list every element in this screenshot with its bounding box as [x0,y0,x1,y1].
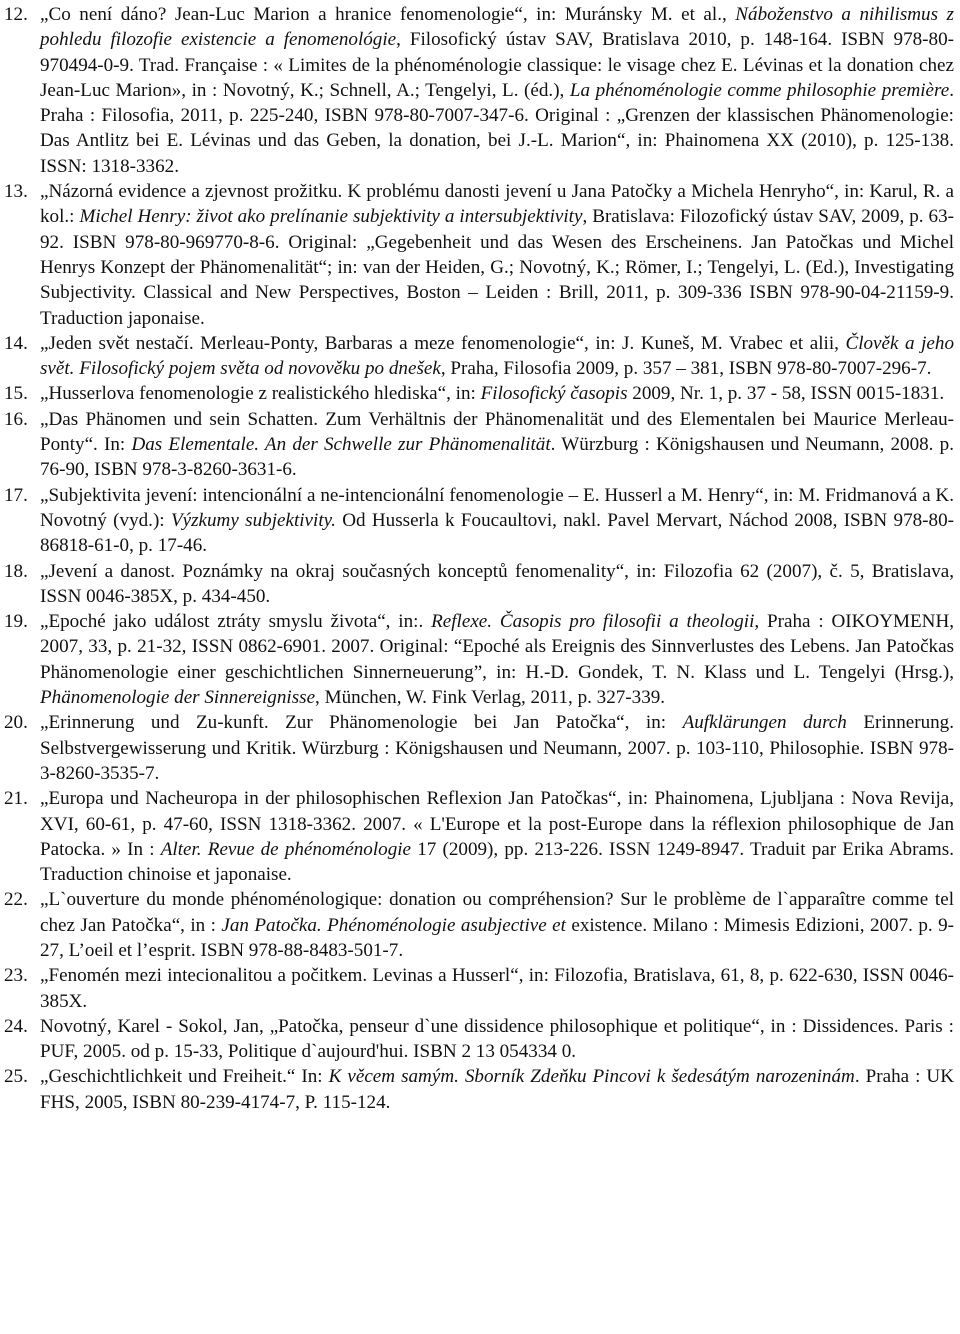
entry-text-segment: Novotný, Karel - Sokol, Jan, „Patočka, penseur d`une dissidence philosophique et politique“, in : Dissidences. Paris : PUF, 2005. od p. 15-33, Politique d`aujourd'hui. ISBN 2 13 054334 0. [40,1015,954,1063]
bibliography-entry [4,1064,954,1115]
entry-number: 25. [4,1066,28,1088]
entry-title-italic: Phänomenologie der Sinnereignisse [40,687,316,709]
bibliography-entry [4,179,954,331]
bibliography-entry [4,609,954,710]
bibliography-entry [4,381,954,406]
entry-text-segment: „Názorná evidence a zjevnost prožitku. K problému danosti jevení u Jana Patočky a Michela Henryho“, in: Karul, R. a kol.: [40,181,954,228]
entry-title-italic: Reflexe. Časopis pro filosofii a theologii [431,611,755,633]
entry-text-segment: „Co není dáno? Jean-Luc Marion a hranice fenomenologie“, in: Muránsky M. et al., [40,4,736,25]
entry-text [40,1014,954,1065]
entry-number: 17. [4,484,28,506]
entry-text-segment: „L`ouverture du monde phénoménologique: donation ou compréhension? Sur le problème de l`apparaître comme tel chez Jan Patočka“, in : [40,889,954,936]
entry-text [40,710,954,786]
entry-text [40,179,954,331]
bibliography-entry [4,483,954,559]
entry-text-segment: „Erinnerung und Zu-kunft. Zur Phänomenologie bei Jan Patočka“, in: [40,712,683,734]
entry-text-segment: 2009, Nr. 1, p. 37 - 58, ISSN 0015-1831. [627,383,945,405]
bibliography-list [4,2,954,1115]
entry-number: 23. [4,965,28,987]
entry-title-italic: Náboženstvo a nihilismus z pohledu filozofie existencie a fenomenológie [40,4,954,51]
entry-text-segment: Erinnerung. Selbstvergewisserung und Kritik. Würzburg : Königshausen und Neumann, 2007. p. 103-110, Philosophie. ISBN 978-3-8260-3535-7. [40,712,954,784]
entry-text [40,407,954,483]
bibliography-entry [4,331,954,382]
entry-number: 16. [4,408,28,430]
entry-number: 12. [4,4,28,25]
entry-text-segment: Od Husserla k Foucaultovi, nakl. Pavel Mervart, Náchod 2008, ISBN 978-80-86818-61-0, p. 17-46. [40,509,954,557]
entry-text-segment: , München, W. Fink Verlag, 2011, p. 327-339. [315,687,666,709]
entry-text-segment: „Das Phänomen und sein Schatten. Zum Verhältnis der Phänomenalität und des Elementalen bei Maurice Merleau-Ponty“. In: [40,408,954,456]
entry-title-italic: Das Elementale. An der Schwelle zur Phänomenalität [131,434,551,456]
entry-number: 14. [4,332,28,354]
entry-text-segment: 17 (2009), pp. 213-226. ISSN 1249-8947. Traduit par Erika Abrams. Traduction chinoise et japonaise. [40,838,954,886]
bibliography-entry [4,963,954,1014]
bibliography-entry [4,786,954,887]
entry-text [40,483,954,559]
entry-number: 13. [4,181,28,203]
entry-text-segment: „Jeden svět nestačí. Merleau-Ponty, Barbaras a meze fenomenologie“, in: J. Kuneš, M. Vrabec et alii, [40,332,846,354]
entry-title-italic: Alter. Revue de phénoménologie [160,838,412,860]
bibliography-entry [4,407,954,483]
bibliography-entry [4,710,954,786]
entry-text-segment: „Geschichtlichkeit und Freiheit.“ In: [40,1066,329,1088]
entry-number: 15. [4,383,28,405]
entry-text [40,963,954,1014]
entry-title-italic: K věcem samým. Sborník Zdeňku Pincovi k šedesátým narozeninám [328,1066,855,1088]
entry-text-segment: , Filosofický ústav SAV, Bratislava 2010, p. 148-164. ISBN 978-80-970494-0-9. Trad. Française : « Limites de la phénoménologie classique: le visage chez E. Lévinas et la donation chez Jean-Luc Marion», in : Novotný, K.; Schnell, A.; Tengelyi, L. (éd.), [40,29,954,101]
entry-number: 19. [4,611,28,633]
entry-text [40,887,954,963]
entry-number: 18. [4,560,28,582]
entry-text-segment: , Bratislava: Filozofický ústav SAV, 2009, p. 63-92. ISBN 978-80-969770-8-6. Original: „Gegebenheit und das Wesen des Erscheinens. Jan Patočkas und Michel Henrys Konzept der Phänomenalität“; in: van der Heiden, G.; Novotný, K.; Römer, I.; Tengelyi, L. (Ed.), Investigating Subjectivity. Classical and New Perspectives, Boston – Leiden : Brill, 2011, p. 309-336 ISBN 978-90-04-21159-9. Traduction japonaise. [40,206,954,329]
entry-text-segment: . Würzburg : Königshausen und Neumann, 2008. p. 76-90, ISBN 978-3-8260-3631-6. [40,434,954,481]
entry-text [40,609,954,710]
bibliography-entry [4,1014,954,1065]
entry-title-italic: Aufklärungen durch [682,712,847,734]
bibliography-entry [4,559,954,610]
entry-text [40,2,954,179]
entry-text-segment: existence. Milano : Mimesis Edizioni, 2007. p. 9-27, L’oeil et l’esprit. ISBN 978-88-8483-501-7. [40,914,954,961]
entry-text-segment: „Fenomén mezi intecionalitou a počitkem. Levinas a Husserl“, in: Filozofia, Bratislava, 61, 8, p. 622-630, ISSN 0046-385X. [40,965,954,1012]
entry-title-italic: Výzkumy subjektivity. [170,509,336,531]
entry-text-segment: . Praha : UK FHS, 2005, ISBN 80-239-4174-7, P. 115-124. [40,1066,954,1113]
entry-title-italic: Jan Patočka. Phénoménologie asubjective et [221,914,566,936]
entry-number: 22. [4,889,28,911]
entry-number: 21. [4,788,28,810]
entry-text-segment: „Epoché jako událost ztráty smyslu života“, in:. [40,611,432,633]
entry-text-segment: , Praha : OIKOYMENH, 2007, 33, p. 21-32, ISSN 0862-6901. 2007. Original: “Epoché als Ereignis des Sinnverlustes des Lebens. Jan Patočkas Phänomenologie einer geschichtlichen Sinnerneuerung”, in: H.-D. Gondek, T. N. Klass und L. Tengelyi (Hrsg.), [40,611,955,683]
bibliography-entry [4,887,954,963]
entry-title-italic: Filosofický časopis [480,383,628,405]
entry-title-italic: Člověk a jeho svět. Filosofický pojem světa od novověku po dnešek [40,332,955,380]
entry-title-italic: Michel Henry: život ako prelínanie subjektivity a intersubjektivity [79,206,583,228]
entry-title-italic: La phénoménologie comme philosophie première [569,79,950,101]
entry-number: 20. [4,712,28,734]
entry-text-segment: „Europa und Nacheuropa in der philosophischen Reflexion Jan Patočkas“, in: Phainomena, Ljubljana : Nova Revija, XVI, 60-61, p. 47-60, ISSN 1318-3362. 2007. « L'Europe et la post-Europe dans la réflexion philosophique de Jan Patocka. » In : [40,788,954,860]
entry-number: 24. [4,1015,28,1037]
entry-text-segment: „Husserlova fenomenologie z realistického hlediska“, in: [40,383,481,405]
entry-text [40,331,954,382]
entry-text [40,786,954,887]
entry-text [40,1064,954,1115]
entry-text-segment: „Jevení a danost. Poznámky na okraj současných konceptů fenomenality“, in: Filozofia 62 (2007), č. 5, Bratislava, ISSN 0046-385X, p. 434-450. [40,560,954,607]
entry-text [40,381,954,406]
entry-text-segment: „Subjektivita jevení: intencionální a ne-intencionální fenomenologie – E. Husserl a M. Henry“, in: M. Fridmanová a K. Novotný (vyd.): [40,484,954,531]
entry-text-segment: , Praha, Filosofia 2009, p. 357 – 381, ISBN 978-80-7007-296-7. [440,358,932,380]
entry-text-segment: . Praha : Filosofia, 2011, p. 225-240, ISBN 978-80-7007-347-6. Original : „Grenzen der klassischen Phänomenologie: Das Antlitz bei E. Lévinas und das Geben, la donation, bei J.-L. Marion“, in: Phainomena XX (2010), p. 125-138. ISSN: 1318-3362. [40,79,954,177]
entry-text [40,559,954,610]
bibliography-entry [4,2,954,179]
